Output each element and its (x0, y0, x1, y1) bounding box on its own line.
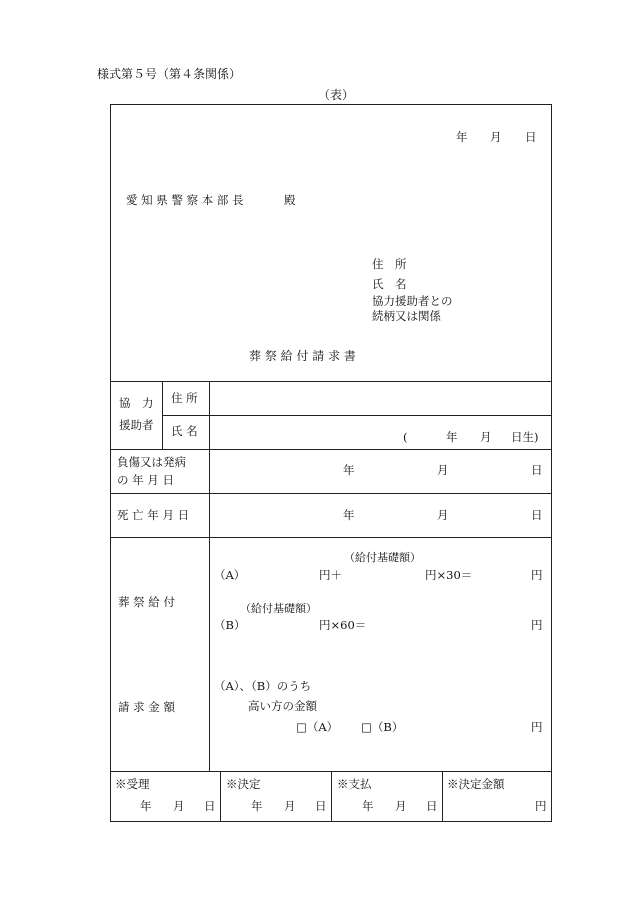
rule-label-divider (209, 381, 210, 771)
rule-office-divider-2 (331, 771, 332, 822)
injury-date-year: 年 (343, 463, 355, 477)
rule-office-divider-3 (442, 771, 443, 822)
funeral-a-note: （給付基礎額） (344, 551, 421, 564)
funeral-b-note: （給付基礎額） (240, 602, 317, 615)
funeral-b-yen: 円 (531, 618, 543, 632)
funeral-a-yen-plus: 円＋ (319, 568, 342, 582)
addressee-suffix: 殿 (284, 193, 296, 207)
rule-helper-mid (162, 415, 552, 416)
injury-date-month: 月 (437, 463, 449, 477)
injury-date-day: 日 (531, 463, 543, 477)
helper-birth-month: 月 (480, 430, 492, 444)
office-decided-month: 月 (284, 799, 296, 813)
office-received-month: 月 (173, 799, 185, 813)
death-date-day: 日 (531, 508, 543, 522)
death-date-year: 年 (343, 508, 355, 522)
injury-label-2: の 年 月 日 (117, 473, 174, 487)
helper-label-1: 協 力 (119, 396, 154, 410)
claim-yen: 円 (531, 720, 543, 734)
claim-label: 請 求 金 額 (118, 700, 175, 714)
office-paid-day: 日 (426, 799, 438, 813)
applicant-relation-label-2: 続柄又は関係 (372, 309, 441, 323)
office-paid-year: 年 (362, 799, 374, 813)
office-decided-day: 日 (315, 799, 327, 813)
injury-label-1: 負傷又は発病 (117, 455, 186, 469)
helper-birth-day: 日生) (511, 430, 539, 444)
rule-injury-bottom (110, 493, 552, 494)
office-amount-label: ※決定金額 (447, 777, 505, 791)
office-received-day: 日 (204, 799, 216, 813)
helper-birth-open: ( (403, 430, 408, 444)
funeral-label: 葬 祭 給 付 (118, 595, 175, 609)
funeral-a-mult: 円×30＝ (425, 568, 473, 582)
form-number: 様式第５号（第４条関係） (97, 67, 242, 81)
rule-office-divider-1 (220, 771, 221, 822)
funeral-a-label: （A） (214, 568, 246, 582)
office-decided-label: ※決定 (226, 777, 261, 791)
addressee: 愛 知 県 警 察 本 部 長 (126, 193, 244, 207)
document-title: 葬 祭 給 付 請 求 書 (249, 349, 356, 363)
office-received-label: ※受理 (115, 777, 150, 791)
header-date-year: 年 (456, 130, 468, 144)
office-decided-year: 年 (251, 799, 263, 813)
funeral-a-yen: 円 (531, 568, 543, 582)
claim-choice-a[interactable]: □（A） (296, 720, 339, 734)
applicant-relation-label-1: 協力援助者との (372, 294, 453, 308)
rule-header-bottom (110, 381, 552, 382)
funeral-b-label: （B） (214, 618, 246, 632)
side-label: （表） (318, 88, 355, 102)
office-amount-yen: 円 (535, 799, 547, 813)
helper-name-label: 氏 名 (171, 424, 198, 438)
rule-death-bottom (110, 537, 552, 538)
rule-helper-bottom (110, 449, 552, 450)
helper-label-2: 援助者 (119, 418, 154, 432)
applicant-name-label: 氏 名 (372, 277, 407, 291)
helper-birth-year: 年 (446, 430, 458, 444)
header-date-day: 日 (525, 130, 537, 144)
claim-line-1: （A）、（B）のうち (214, 679, 312, 693)
applicant-address-label: 住 所 (372, 257, 407, 271)
office-paid-label: ※支払 (337, 777, 372, 791)
death-date-month: 月 (437, 508, 449, 522)
office-paid-month: 月 (395, 799, 407, 813)
funeral-b-mult: 円×60＝ (319, 618, 367, 632)
office-received-year: 年 (140, 799, 152, 813)
header-date-month: 月 (490, 130, 502, 144)
helper-address-label: 住 所 (171, 391, 198, 405)
claim-line-2: 高い方の金額 (248, 699, 317, 713)
claim-choice-b[interactable]: □（B） (361, 720, 404, 734)
death-label: 死 亡 年 月 日 (117, 508, 190, 522)
rule-helper-left-divider (162, 381, 163, 449)
